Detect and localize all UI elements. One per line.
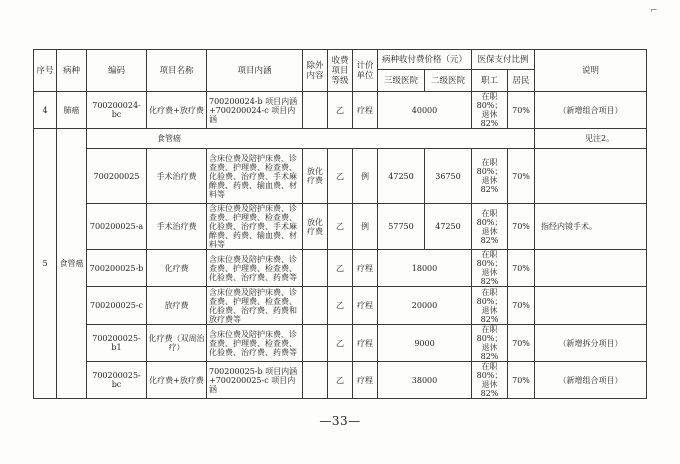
seq-cell: 5 <box>34 129 57 399</box>
excluded-cell <box>303 287 328 325</box>
note-cell: 指经内镜手术。 <box>535 204 647 250</box>
excluded-cell <box>303 250 328 287</box>
table-row <box>34 149 647 204</box>
header-code: 编码 <box>87 50 147 92</box>
name-cell: 放疗费 <box>147 287 207 325</box>
seq-cell: 4 <box>34 92 57 129</box>
level-cell: 乙 <box>328 92 353 129</box>
header-excluded: 除外内容 <box>303 50 328 92</box>
header-fee-level: 收费项目等级 <box>328 50 353 92</box>
header-seq: 序号 <box>34 50 57 92</box>
price-tier3-cell: 57750 <box>378 204 425 250</box>
employee-cell: 在职80%；退休82% <box>472 287 508 325</box>
header-tier2: 二级医院 <box>425 70 472 92</box>
unit-cell: 疗程 <box>353 287 378 325</box>
header-notes: 说明 <box>535 50 647 92</box>
excluded-cell: 放化疗费 <box>303 204 328 250</box>
employee-cell: 在职80%；退休82% <box>472 362 508 399</box>
code-cell: 700200025-b1 <box>87 325 147 362</box>
content-cell: 700200025-b 项目内涵+700200025-c 项目内涵 <box>207 362 303 399</box>
content-cell: 含床位费及陪护床费、诊查费、护理费、检查费、化验费、治疗费、手术麻醉费、药费、输血费、材料等 <box>207 149 303 204</box>
price-table <box>33 49 647 399</box>
content-cell: 含床位费及陪护床费、诊查费、护理费、检查费、化验费、治疗费、药费等 <box>207 325 303 362</box>
note-cell <box>535 287 647 325</box>
price-tier3-cell: 47250 <box>378 149 425 204</box>
table-row <box>34 92 647 129</box>
level-cell: 乙 <box>328 250 353 287</box>
resident-cell: 70% <box>508 149 535 204</box>
code-cell: 700200025-c <box>87 287 147 325</box>
code-cell: 700200025-bc <box>87 362 147 399</box>
unit-cell: 疗程 <box>353 250 378 287</box>
price-cell: 9000 <box>378 325 472 362</box>
employee-cell: 在职80%；退休82% <box>472 325 508 362</box>
table-row <box>34 362 647 399</box>
excluded-cell <box>303 362 328 399</box>
header-tier3: 三级医院 <box>378 70 425 92</box>
header-employee: 职工 <box>472 70 508 92</box>
name-cell: 化疗费（双周治疗） <box>147 325 207 362</box>
note-cell <box>535 149 647 204</box>
price-cell: 38000 <box>378 362 472 399</box>
resident-cell: 70% <box>508 92 535 129</box>
header-disease: 病种 <box>57 50 87 92</box>
price-cell: 40000 <box>378 92 472 129</box>
name-cell: 化疗费+放疗费 <box>147 362 207 399</box>
table-row <box>34 287 647 325</box>
note-cell: （新增拆分项目） <box>535 325 647 362</box>
resident-cell: 70% <box>508 204 535 250</box>
price-tier2-cell: 47250 <box>425 204 472 250</box>
content-cell: 700200024-b 项目内涵+700200024-c 项目内涵 <box>207 92 303 129</box>
disease-cell: 肺癌 <box>57 92 87 129</box>
header-row-1 <box>34 50 647 70</box>
name-cell: 手术治疗费 <box>147 149 207 204</box>
unit-cell: 例 <box>353 149 378 204</box>
note-cell <box>535 250 647 287</box>
header-item-name: 项目名称 <box>147 50 207 92</box>
header-unit: 计价单位 <box>353 50 378 92</box>
code-cell: 700200024-bc <box>87 92 147 129</box>
level-cell: 乙 <box>328 362 353 399</box>
unit-cell: 疗程 <box>353 92 378 129</box>
resident-cell: 70% <box>508 362 535 399</box>
content-cell: 含床位费及陪护床费、诊查费、护理费、检查费、化验费、治疗费、药费等 <box>207 250 303 287</box>
table-row <box>34 204 647 250</box>
resident-cell: 70% <box>508 250 535 287</box>
level-cell: 乙 <box>328 204 353 250</box>
code-cell: 700200025-b <box>87 250 147 287</box>
corner-mark: ⌐ <box>650 6 658 16</box>
price-cell: 20000 <box>378 287 472 325</box>
excluded-cell <box>303 325 328 362</box>
table-row <box>34 250 647 287</box>
resident-cell: 70% <box>508 325 535 362</box>
group-title-cell: 食管癌 <box>87 129 535 149</box>
disease-cell: 食管癌 <box>57 129 87 399</box>
note-cell: （新增组合项目） <box>535 362 647 399</box>
unit-cell: 疗程 <box>353 362 378 399</box>
employee-cell: 在职80%；退休82% <box>472 250 508 287</box>
unit-cell: 例 <box>353 204 378 250</box>
group-title-row <box>34 129 647 149</box>
excluded-cell: 放化疗费 <box>303 149 328 204</box>
page-number: —33— <box>319 414 361 428</box>
header-resident: 居民 <box>508 70 535 92</box>
code-cell: 700200025 <box>87 149 147 204</box>
table-row <box>34 325 647 362</box>
header-price-group: 病种收付费价格（元） <box>378 50 472 70</box>
note-cell: （新增组合项目） <box>535 92 647 129</box>
name-cell: 化疗费+放疗费 <box>147 92 207 129</box>
excluded-cell <box>303 92 328 129</box>
header-item-content: 项目内涵 <box>207 50 303 92</box>
name-cell: 化疗费 <box>147 250 207 287</box>
content-cell: 含床位费及陪护床费、诊查费、护理费、检查费、化验费、治疗费、手术麻醉费、药费、输血费、材料等 <box>207 204 303 250</box>
price-tier2-cell: 36750 <box>425 149 472 204</box>
price-cell: 18000 <box>378 250 472 287</box>
level-cell: 乙 <box>328 149 353 204</box>
employee-cell: 在职80%；退休82% <box>472 204 508 250</box>
level-cell: 乙 <box>328 325 353 362</box>
group-note-cell: 见注2。 <box>535 129 647 149</box>
content-cell: 含床位费及陪护床费、诊查费、护理费、检查费、化验费、治疗费、药费和放疗费等 <box>207 287 303 325</box>
name-cell: 手术治疗费 <box>147 204 207 250</box>
employee-cell: 在职80%；退休82% <box>472 92 508 129</box>
employee-cell: 在职80%；退休82% <box>472 149 508 204</box>
unit-cell: 疗程 <box>353 325 378 362</box>
resident-cell: 70% <box>508 287 535 325</box>
header-insurance-group: 医保支付比例 <box>472 50 535 70</box>
level-cell: 乙 <box>328 287 353 325</box>
code-cell: 700200025-a <box>87 204 147 250</box>
